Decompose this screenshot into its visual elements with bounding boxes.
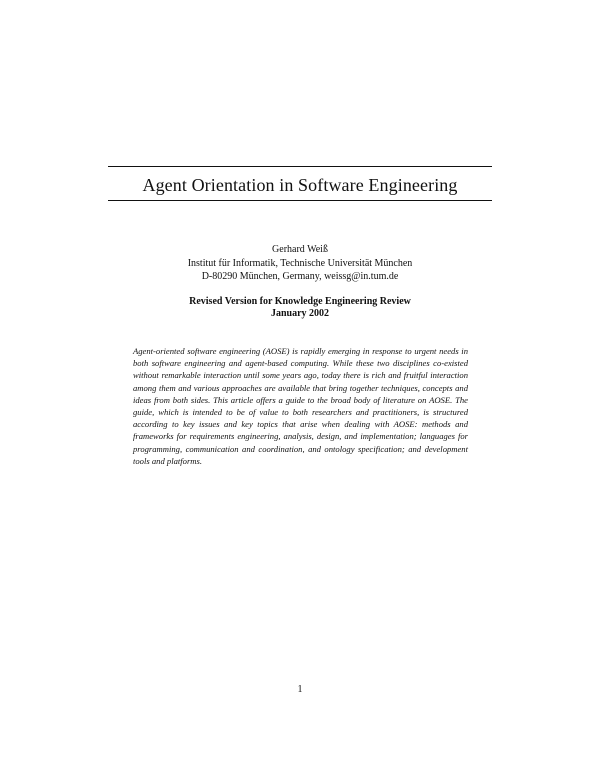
author-name: Gerhard Weiß [272,244,328,255]
title-rule-top [108,166,492,167]
page-number: 1 [297,684,303,695]
revision-block [0,296,600,320]
author-block [0,243,600,284]
paper-title: Agent Orientation in Software Engineering [142,175,458,195]
title-rule-bottom [108,200,492,201]
author-address: D-80290 München, Germany, weissg@in.tum.de [201,271,399,282]
revision-note: Revised Version for Knowledge Engineering Review [189,296,411,307]
author-affiliation: Institut für Informatik, Technische Universität München [187,257,413,269]
revision-date: January 2002 [270,308,330,319]
abstract: Agent-oriented software engineering (AOSE) is rapidly emerging in response to urgent needs in both software engineering and agent-based computing. While these two disciplines co-existed without remarkable interaction until some years ago, today there is rich and fruitful interaction among them and various approaches are available that bring together techniques, concepts and ideas from both sides. This article offers a guide to the broad body of literature on AOSE. The guide, which is intended to be of value to both researchers and practitioners, is structured according to key issues and key topics that arise when dealing with AOSE: methods and frameworks for requirements engineering, analysis, design, and implementation; languages for programming, communication and coordination, and ontology specification; and development tools and platforms. [133,346,468,466]
